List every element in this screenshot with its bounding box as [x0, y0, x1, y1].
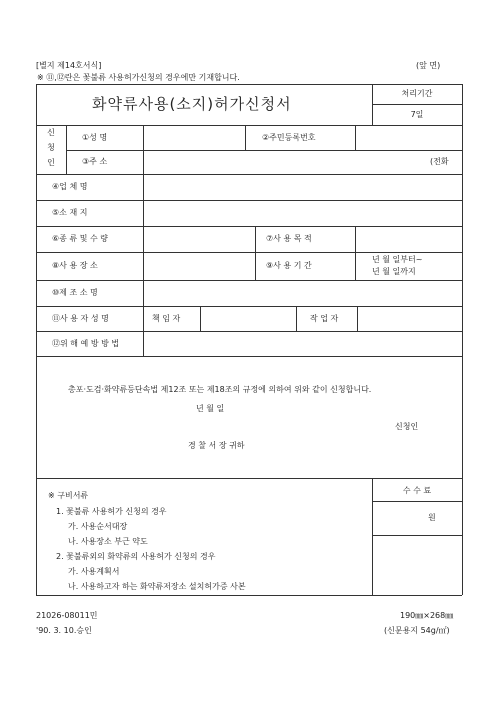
company-name-label: ④업 체 명 — [52, 182, 88, 191]
manufacturer-label: ⑩제 조 소 명 — [52, 288, 98, 297]
purpose-field[interactable] — [356, 227, 461, 251]
applicant-label-3: 인 — [47, 158, 55, 167]
prevention-method-label: ⑫위 해 예 방 방 법 — [52, 339, 120, 348]
prevention-method-field[interactable] — [144, 332, 461, 355]
user-name-label: ⑪사 용 자 성 명 — [52, 314, 109, 323]
applicant-label-1: 신 — [47, 128, 55, 137]
period-from[interactable]: 년 월 일부터~ — [372, 255, 423, 264]
processing-period-label: 처리기간 — [401, 89, 433, 98]
applicant-signature-label: 신청인 — [395, 422, 419, 431]
phone-label: (전화 — [430, 157, 449, 166]
resident-number-label: ②주민등록번호 — [262, 133, 316, 142]
address-field[interactable] — [144, 151, 424, 173]
approval-date: '90. 3. 10.승인 — [36, 626, 92, 635]
manufacturer-field[interactable] — [144, 281, 461, 305]
type-quantity-field[interactable] — [144, 227, 254, 251]
document-item: 2. 꽃불류외의 화약류의 사용허가 신청의 경우 — [56, 552, 216, 561]
worker-label: 작 업 자 — [310, 314, 339, 323]
resident-number-field[interactable] — [356, 126, 461, 149]
type-quantity-label: ⑥종 류 및 수 량 — [52, 234, 108, 243]
header-note: ※ ⑪,⑫란은 꽃불류 사용허가신청의 경우에만 기재합니다. — [37, 73, 240, 82]
form-number: [별지 제14호서식] — [36, 61, 102, 70]
processing-period-value: 7일 — [410, 110, 424, 119]
responsible-person-field[interactable] — [201, 307, 295, 330]
required-documents-heading: ※ 구비서류 — [48, 491, 89, 500]
page-side: (앞 면) — [416, 61, 441, 70]
purpose-label: ⑦사 용 목 적 — [266, 234, 312, 243]
document-item: 가. 사용순서대장 — [68, 522, 128, 531]
declaration-text: 총포·도검·화약류등단속법 제12조 또는 제18조의 규정에 의하여 위와 같이 신청합니다. — [68, 385, 372, 394]
fee-label: 수 수 료 — [402, 486, 432, 495]
fee-unit: 원 — [428, 513, 436, 522]
paper-size: 190㎜×268㎜ — [400, 611, 454, 620]
document-item: 나. 사용장소 부근 약도 — [68, 537, 148, 546]
usage-place-label: ⑧사 용 장 소 — [52, 261, 98, 270]
usage-period-label: ⑨사 용 기 간 — [266, 261, 312, 270]
recipient: 경 찰 서 장 귀하 — [188, 441, 245, 450]
name-field[interactable] — [144, 126, 244, 149]
applicant-label-2: 청 — [47, 143, 55, 152]
location-field[interactable] — [144, 201, 461, 225]
usage-place-field[interactable] — [144, 253, 254, 279]
name-label: ①성 명 — [82, 133, 108, 142]
document-item: 나. 사용하고자 하는 화약류저장소 설치허가증 사본 — [68, 582, 246, 591]
location-label: ⑤소 재 지 — [52, 208, 88, 217]
address-label: ③주 소 — [82, 157, 108, 166]
responsible-person-label: 책 임 자 — [152, 314, 181, 323]
period-to[interactable]: 년 월 일까지 — [372, 267, 416, 276]
form-title: 화약류사용(소지)허가신청서 — [92, 95, 292, 113]
worker-field[interactable] — [358, 307, 461, 330]
company-name-field[interactable] — [144, 175, 461, 199]
paper-type: (신문용지 54g/㎡) — [384, 626, 450, 635]
document-item: 가. 사용계획서 — [68, 567, 120, 576]
declaration-date: 년 월 일 — [196, 404, 225, 413]
document-item: 1. 꽃불류 사용허가 신청의 경우 — [56, 507, 167, 516]
form-code: 21026-08011민 — [36, 611, 98, 620]
